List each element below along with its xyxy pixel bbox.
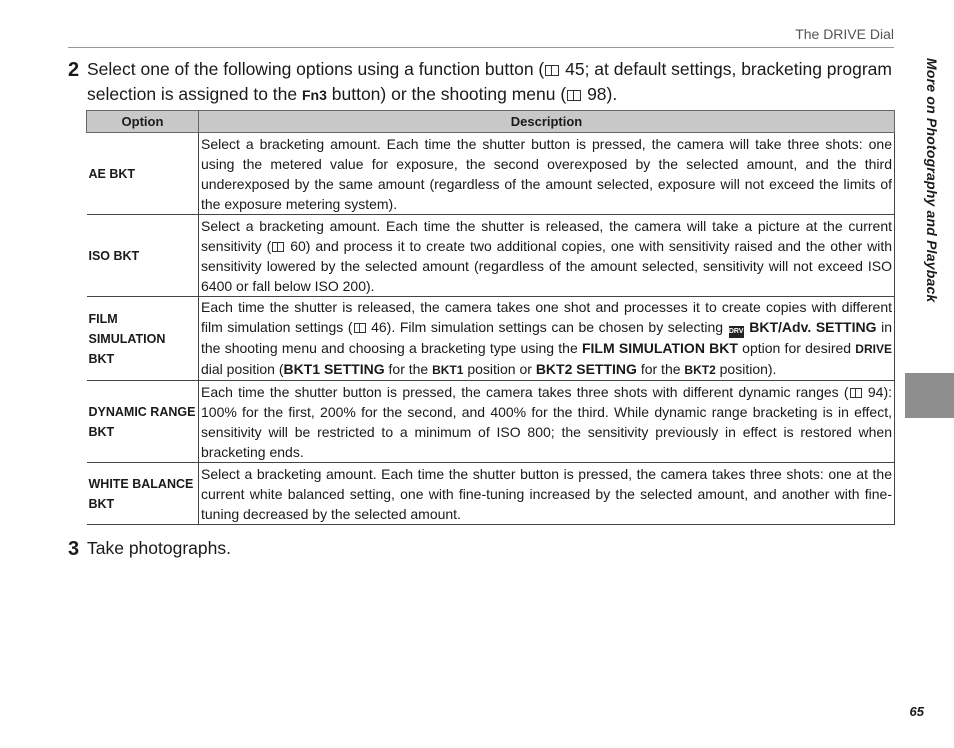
table-row: [87, 381, 895, 463]
book-icon: [567, 90, 581, 101]
chapter-tab-marker: [905, 373, 954, 418]
chapter-side-title: More on Photography and Playback: [924, 58, 940, 303]
description-film-simulation-bkt: Each time the shutter is released, the camera takes one shot and processes it to create copies with different film simulation settings ( 46). Film simulation settings can be chosen by selecting DRV BKT/Adv. SETTING in the shooting menu and choosing a bracketing type using the FILM SIMULATION BKT option for desired DRIVE dial position (BKT1 SETTING for the BKT1 position or BKT2 SETTING for the BKT2 position).: [199, 297, 895, 381]
fn3-button-label: Fn3: [302, 87, 327, 103]
step-2-number: 2: [68, 59, 80, 81]
page-number: 65: [909, 704, 924, 719]
header-divider: [68, 47, 894, 48]
description-ae-bkt: Select a bracketing amount. Each time the shutter button is pressed, the camera will take three shots: one using the metered value for exposure, the second overexposed by the selected amount, and the third underexposed by the same amount (regardless of the amount selected, exposure will not exceed the limits of the exposure metering system).: [199, 133, 895, 215]
step-2-text: Select one of the following options using a function button ( 45; at default settings, bracketing program selection is assigned to the Fn3 button) or the shooting menu ( 98).: [87, 59, 892, 104]
bracketing-options-table: [86, 110, 895, 525]
book-icon: [354, 323, 366, 333]
option-white-balance-bkt: WHITE BALANCE BKT: [87, 463, 199, 525]
option-dynamic-range-bkt: DYNAMIC RANGE BKT: [87, 381, 199, 463]
step-3-text: Take photographs.: [87, 538, 231, 558]
description-white-balance-bkt: Select a bracketing amount. Each time the shutter button is pressed, the camera takes three shots: one at the current white balanced setting, one with fine-tuning increased by the selected amount, and another with fine-tuning decreased by the selected amount.: [199, 463, 895, 525]
drv-menu-icon: DRV: [729, 326, 744, 338]
table-row: [87, 463, 895, 525]
option-ae-bkt: AE BKT: [87, 133, 199, 215]
description-iso-bkt: Select a bracketing amount. Each time the shutter is released, the camera will take a picture at the current sensitivity ( 60) and process it to create two additional copies, one with sensitivity raised and the other with sensitivity lowered by the selected amount (regardless of the amount selected, sensitivity will not exceed ISO 6400 or fall below ISO 200).: [199, 215, 895, 297]
book-icon: [272, 242, 284, 252]
table-row: [87, 215, 895, 297]
description-column-header: Description: [199, 111, 895, 133]
option-iso-bkt: ISO BKT: [87, 215, 199, 297]
step-3-number: 3: [68, 538, 80, 560]
section-title: The DRIVE Dial: [795, 26, 894, 42]
table-row: [87, 297, 895, 381]
book-icon: [850, 388, 862, 398]
option-column-header: Option: [87, 111, 199, 133]
description-dynamic-range-bkt: Each time the shutter button is pressed, the camera takes three shots with different dynamic ranges ( 94): 100% for the first, 200% for the second, and 400% for the third. While dynamic range bracketing is in effect, sensitivity will be restricted to a minimum of ISO 800; the sensitivity previously in effect is restored when bracketing ends.: [199, 381, 895, 463]
book-icon: [545, 65, 559, 76]
table-row: [87, 133, 895, 215]
option-film-simulation-bkt: FILM SIMULATION BKT: [87, 297, 199, 381]
